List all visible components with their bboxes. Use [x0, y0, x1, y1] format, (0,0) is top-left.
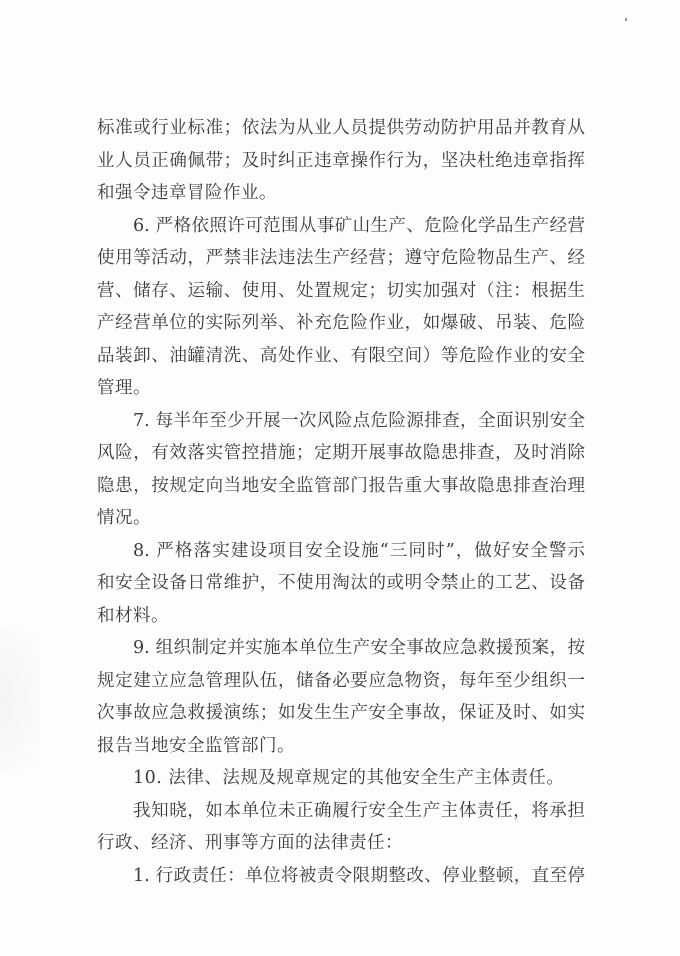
text-line: 7. 每半年至少开展一次风险点危险源排查，全面识别安全	[133, 410, 585, 431]
text-line: 6. 严格依照许可范围从事矿山生产、危险化学品生产经营	[133, 215, 585, 236]
text-line: 和材料。	[97, 605, 169, 626]
text-line: 行政、经济、刑事等方面的法律责任：	[97, 833, 403, 853]
text-line: 品装卸、油罐清洗、高处作业、有限空间）等危险作业的安全	[97, 345, 585, 366]
text-line: 使用等活动，严禁非法违法生产经营；遵守危险物品生产、经	[97, 248, 585, 268]
text-line: 10. 法律、法规及规章规定的其他安全生产主体责任。	[133, 768, 565, 788]
text-line: 标准或行业标准；依法为从业人员提供劳动防护用品并教育从	[97, 118, 585, 138]
text-line: 我知晓，如本单位未正确履行安全生产主体责任，将承担	[133, 800, 585, 821]
text-line: 管理。	[97, 378, 151, 398]
text-line: 1. 行政责任：单位将被责令限期整改、停业整顿，直至停	[133, 865, 585, 886]
text-line: 9. 组织制定并实施本单位生产安全事故应急救援预案，按	[133, 638, 585, 658]
text-line: 隐患，按规定向当地安全监管部门报告重大事故隐患排查治理	[97, 475, 585, 496]
scan-stain	[0, 630, 40, 770]
text-line: 产经营单位的实际列举、补充危险作业，如爆破、吊装、危险	[97, 313, 585, 333]
text-line: 业人员正确佩带；及时纠正违章操作行为，坚决杜绝违章指挥	[97, 150, 585, 171]
text-line: 和强令违章冒险作业。	[97, 183, 277, 203]
text-line: 营、储存、运输、使用、处置规定；切实加强对（注：根据生	[97, 280, 585, 301]
text-line: 8. 严格落实建设项目安全设施“三同时”，做好安全警示	[133, 540, 585, 561]
document-body	[97, 112, 585, 892]
text-line: 报告当地安全监管部门。	[97, 735, 295, 756]
text-line: 和安全设备日常维护，不使用淘汰的或明令禁止的工艺、设备	[97, 573, 585, 593]
scan-speck	[625, 18, 627, 21]
text-line: 情况。	[97, 508, 151, 528]
text-line: 规定建立应急管理队伍，储备必要应急物资，每年至少组织一	[97, 670, 585, 691]
text-line: 次事故应急救援演练；如发生生产安全事故，保证及时、如实	[97, 703, 585, 723]
text-line: 风险，有效落实管控措施；定期开展事故隐患排查，及时消除	[97, 443, 585, 463]
